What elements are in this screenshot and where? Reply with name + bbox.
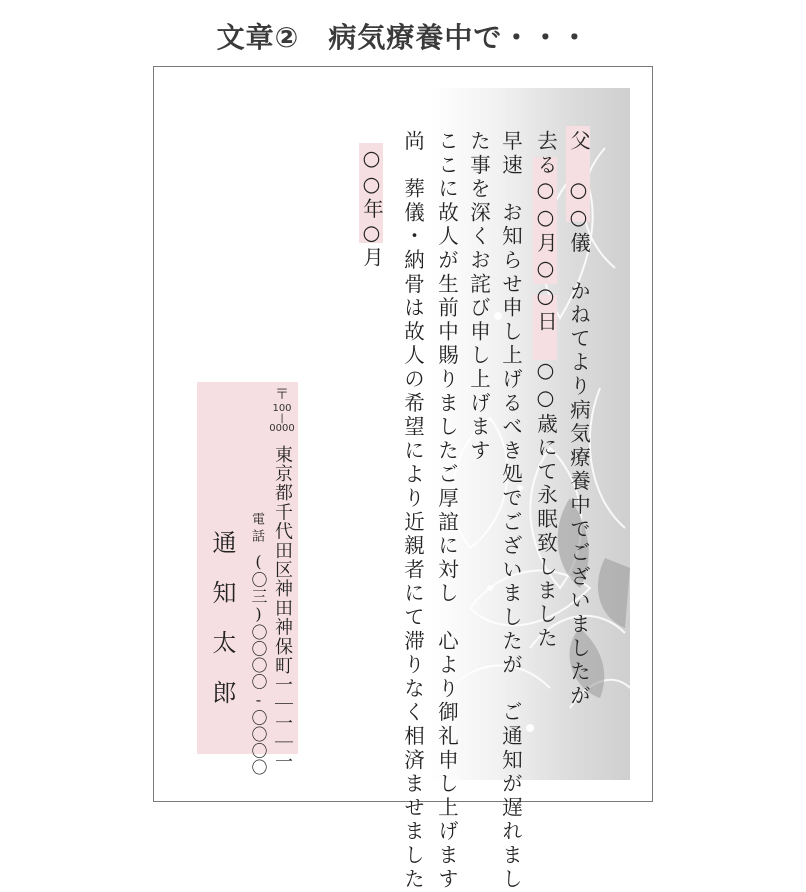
postal-mark-icon: 〒 [275,387,289,403]
lily-illustration [430,88,630,780]
postal-code [269,388,295,435]
sender-tel-number: (〇三)〇〇〇〇-〇〇〇〇 [249,552,268,776]
postal-code-2: 0000 [269,423,295,435]
letter-line-1: 父 ○○儀 かねてより病気療養中でございましたが [566,130,591,709]
floral-background [430,88,630,780]
sender-name: 通知太郎 [208,530,236,730]
postal-code-dash: | [280,413,284,425]
letter-line-3: 早速 お知らせ申し上げるべき処でございましたが ご通知が遅れまし [498,130,523,892]
sender-address: 東京都千代田区神田神保町一｜一｜一 [272,445,293,772]
sender-tel-label: 電話 [249,512,264,546]
letter-line-2: 去る○○月○○日 ○○歳にて永眠致しました [533,130,558,651]
letter-line-5: ここに故人が生前中賜りましたご厚誼に対し 心より御礼申し上げます [434,130,459,892]
letter-line-6: 尚 葬儀・納骨は故人の希望により近親者にて滞りなく相済ませました [400,130,425,892]
postal-code-1: 100 [272,403,292,415]
letter-date: ○○年○月 [359,146,384,269]
page-title: 文章② 病気療養中で・・・ [216,21,590,54]
letter-line-4: た事を深くお詫び申し上げます [466,130,491,464]
